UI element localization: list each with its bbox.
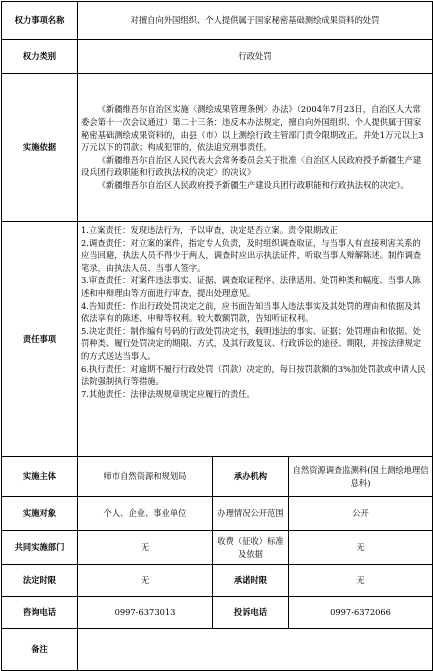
item-name-label: 权力事项名称 <box>2 2 78 40</box>
basis-content <box>78 74 433 222</box>
power-item-document <box>0 1 433 655</box>
target-label: 实施对象 <box>2 497 78 531</box>
scope-value: 公开 <box>289 497 433 531</box>
row-item-name <box>2 2 433 40</box>
row-basis <box>2 74 433 222</box>
promise-label: 承诺时限 <box>213 565 289 597</box>
deadline-value: 无 <box>78 565 213 597</box>
consult-phone-value: 0997-6373013 <box>78 597 213 629</box>
deadline-label: 法定时限 <box>2 565 78 597</box>
complaint-phone-label: 投诉电话 <box>213 597 289 629</box>
joint-value: 无 <box>78 531 213 565</box>
joint-label: 共同实施部门 <box>2 531 78 565</box>
complaint-phone-value: 0997-6372066 <box>289 597 433 629</box>
row-remark <box>2 629 433 671</box>
row-joint <box>2 531 433 565</box>
responsibility-item: 2.调查责任：对立案的案件，指定专人负责，及时组织调查取证，与当事人有直接利害关系的应当回避，执法人员不得少于两人，调查时应出示执法证件，听取当事人辩解陈述。制作调查笔录，由执法人员、当事人签字。 <box>81 237 422 273</box>
responsibility-item: 4.告知责任：作出行政处罚决定之前，应书面告知当事人违法事实及其处罚的理由和依据及其依法享有的陈述、申辩等权利。较大数额罚款，告知听证权利。 <box>81 300 421 324</box>
remark-value <box>78 629 433 671</box>
responsibility-list <box>81 224 429 400</box>
org-value: 自然资源调查监测科(国土测绘地理信息科) <box>289 457 433 497</box>
row-deadline <box>2 565 433 597</box>
subject-label: 实施主体 <box>2 457 78 497</box>
basis-paragraph: 《新疆维吾尔自治区人民代表大会常务委员会关于批准〈自治区人民政府授予新疆生产建设兵团行政职能和行政执法权的决定〉的决议》 <box>81 154 422 178</box>
responsibility-item: 5.决定责任：制作编有号码的行政处罚决定书，载明违法的事实、证据；处罚理由和依据、处罚种类、履行处罚决定的期限、方式，及其行政复议、行政诉讼的途径、期限，并按法律规定的方式送达当事人。 <box>81 325 422 361</box>
scope-label: 办理情况公开范围 <box>213 497 289 531</box>
remark-label: 备注 <box>2 629 78 671</box>
row-target <box>2 497 433 531</box>
row-responsibility <box>2 222 433 457</box>
subject-value: 师市自然资源和规划局 <box>78 457 213 497</box>
target-value: 个人、企业、事业单位 <box>78 497 213 531</box>
responsibility-item: 1.立案责任：发现违法行为，予以审查，决定是否立案。责令限期改正 <box>81 225 338 235</box>
row-phone <box>2 597 433 629</box>
item-name-value: 对擅自向外国组织、个人提供属于国家秘密基础测绘成果资料的处罚 <box>78 2 433 40</box>
responsibility-item: 3.审查责任：对案件违法事实、证据、调查取证程序、法律适用、处罚种类和幅度、当事人陈述和申辩理由等方面进行审查，提出处理意见。 <box>81 275 421 298</box>
consult-phone-label: 咨询电话 <box>2 597 78 629</box>
basis-paragraph: 《新疆维吾尔自治区实施〈测绘成果管理条例〉办法》（2004年7月23日，自治区人大常委会第十一次会议通过）第二十三条：违反本办法规定，擅自向外国组织、个人提供属于国家秘密基础测绘成果资料的，由县（市）以上测绘行政主管部门责令限期改正，并处1万元以上3万元以下的罚款；构成犯罪的，依法追究刑事责任。 <box>81 104 424 153</box>
basis-label: 实施依据 <box>2 74 78 222</box>
org-label: 承办机构 <box>213 457 289 497</box>
responsibility-item: 6.执行责任：对逾期不履行行政处罚（罚款）决定的，每日按罚款额的3%加处罚款或申请人民法院强制执行等措施。 <box>81 363 426 387</box>
category-label: 权力类别 <box>2 40 78 74</box>
row-subject <box>2 457 433 497</box>
fee-value: 无 <box>289 531 433 565</box>
category-value: 行政处罚 <box>78 40 433 74</box>
responsibility-item: 7.其他责任：法律法规规章规定应履行的责任。 <box>81 388 255 399</box>
row-category <box>2 40 433 74</box>
responsibility-content <box>78 222 433 457</box>
responsibility-label: 责任事项 <box>2 222 78 457</box>
fee-label: 收费（征收）标准及依据 <box>213 531 289 565</box>
power-item-table <box>1 1 433 671</box>
promise-value: 无 <box>289 565 433 597</box>
basis-paragraph: 《新疆维吾尔自治区人民政府授予新疆生产建设兵团行政职能和行政执法权的决定》。 <box>97 179 409 190</box>
